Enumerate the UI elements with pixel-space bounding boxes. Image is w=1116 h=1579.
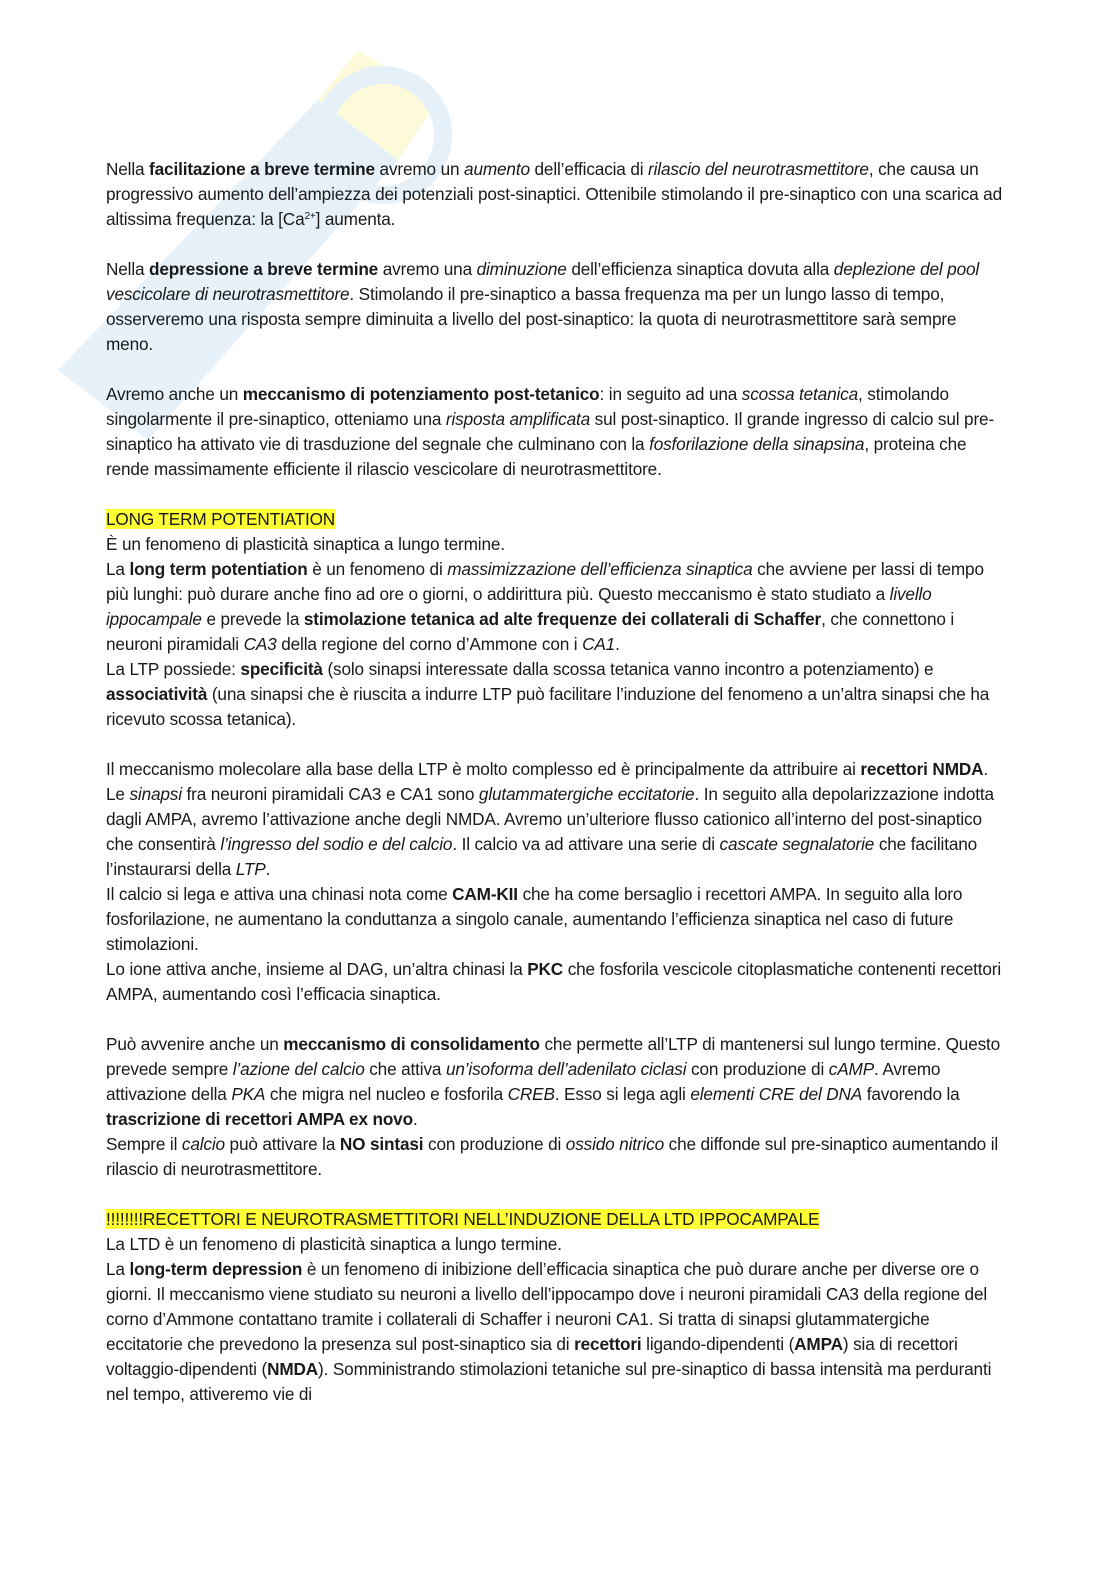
ltp-camkii [106,882,1006,957]
text-run: La [106,1259,130,1279]
text-run: , che connettono i neuroni piramidali [106,609,955,654]
paragraph-post-tetanic-potentiation [106,382,1006,482]
text-run: sul post-sinaptico. Il grande ingresso di calcio sul pre-sinaptico ha attivato vie di trasduzione del segnale che culminano con la [106,409,995,454]
text-run: fosforilazione della sinapsina [649,434,865,454]
text-run: PKA [231,1084,266,1104]
text-run: !!!!!!!!RECETTORI E NEUROTRASMETTITORI NELL’INDUZIONE DELLA LTD IPPOCAMPALE [106,1209,820,1229]
text-run: (solo sinapsi interessate dalla scossa tetanica vanno incontro a potenziamento) e [322,659,934,679]
text-run: long-term depression [129,1259,303,1279]
text-run: , stimolando singolarmente il pre-sinaptico, otteniamo una [106,384,949,429]
text-run: e prevede la [201,609,304,629]
text-run: Il meccanismo molecolare alla base della LTP è molto complesso ed è principalmente da attribuire ai [106,759,861,779]
text-run: La LTP possiede: [106,659,241,679]
text-run: meccanismo di potenziamento post-tetanico [242,384,600,404]
text-run: calcio [181,1134,225,1154]
text-run: 2+ [304,211,316,222]
text-run: risposta amplificata [445,409,591,429]
text-run: facilitazione a breve termine [149,159,375,179]
text-run: che attiva [364,1059,446,1079]
text-run: che avviene per lassi di tempo più lunghi: può durare anche fino ad ore o giorni, o addirittura più. Questo meccanismo è stato studiato a [106,559,984,604]
text-run: , che causa un progressivo aumento dell’ampiezza dei potenziali post-sinaptici. Ottenibile stimolando il pre-sinaptico con una scarica ad altissima frequenza: la [Ca [106,159,1002,229]
text-run: NMDA [267,1359,319,1379]
text-run: della regione del corno d’Ammone con i [276,634,583,654]
text-run: deplezione del pool vescicolare di neurotrasmettitore [106,259,980,304]
text-run: CAM-KII [452,884,518,904]
text-run: livello ippocampale [106,584,932,629]
text-run: un’isoforma dell’adenilato ciclasi [445,1059,687,1079]
ltd-definition [106,1257,1006,1407]
text-run: , proteina che rende massimamente efficiente il rilascio vescicolare di neurotrasmettitore. [106,434,967,479]
text-run: può attivare la [224,1134,340,1154]
text-run: rilascio del neurotrasmettitore [648,159,869,179]
text-run: CREB [507,1084,555,1104]
ltp-consolidation [106,1032,1006,1132]
text-run: Può avvenire anche un [106,1034,284,1054]
text-run: l’ingresso del sodio e del calcio [220,834,453,854]
text-run: con produzione di [686,1059,829,1079]
text-run: Il calcio si lega e attiva una chinasi nota come [106,884,453,904]
text-run: . Il calcio va ad attivare una serie di [452,834,720,854]
text-run: associatività [106,684,208,704]
text-run: . Le [106,759,989,804]
text-run: che fosforila vescicole citoplasmatiche contenenti recettori AMPA, aumentando così l’efficacia sinaptica. [106,959,1002,1004]
text-run: aumento [464,159,530,179]
text-run: fra neuroni piramidali CA3 e CA1 sono [181,784,479,804]
text-run: ligando-dipendenti ( [641,1334,795,1354]
text-run: con produzione di [423,1134,566,1154]
text-run: . [615,634,620,654]
text-run: ). Somministrando stimolazioni tetaniche sul pre-sinaptico di bassa intensità ma perduranti nel tempo, attiveremo vie di [106,1359,992,1404]
text-run: diminuzione [476,259,567,279]
text-run: . [412,1109,418,1129]
text-run: che permette all’LTP di mantenersi sul lungo termine. Questo prevede sempre [106,1034,1001,1079]
text-run: Sempre il [106,1134,182,1154]
text-run: è un fenomeno di inibizione dell’efficacia sinaptica che può durare anche per diverse ore o giorni. Il meccanismo viene studiato su neuroni a livello dell’ippocampo dove i neuroni piramidali CA3 della regione del corno d’Ammone contattano tramite i collaterali di Schaffer i neuroni CA1. Si tratta di sinapsi glutammatergiche eccitatorie che prevedono la presenza sul post-sinaptico sia di [106,1259,988,1354]
text-run: LONG TERM POTENTIATION [106,509,336,529]
text-run: favorendo la [862,1084,960,1104]
text-run: stimolazione tetanica ad alte frequenze dei collaterali di Schaffer [303,609,822,629]
ltp-properties [106,657,1006,732]
text-run: ossido nitrico [565,1134,665,1154]
ltp-heading [106,507,1006,532]
text-run: che facilitano l’instaurarsi della [106,834,978,879]
text-run: specificità [240,659,323,679]
text-run: dell’efficienza sinaptica dovuta alla [566,259,834,279]
text-run: NO sintasi [339,1134,424,1154]
paragraph-short-term-depression [106,257,1006,357]
text-run: CA1 [582,634,616,654]
text-run: cAMP [828,1059,875,1079]
text-run: recettori [574,1334,642,1354]
text-run: depressione a breve termine [149,259,379,279]
text-run: massimizzazione dell’efficienza sinaptica [447,559,753,579]
text-run: ] aumenta. [315,209,396,229]
text-run: cascate segnalatorie [719,834,875,854]
text-run: . Esso si lega agli [554,1084,691,1104]
text-run: PKC [527,959,564,979]
text-run: sinapsi [129,784,182,804]
text-run: ) sia di recettori voltaggio-dipendenti ( [106,1334,958,1379]
text-run: La [106,559,130,579]
text-run: dell’efficacia di [529,159,649,179]
text-run: (una sinapsi che è riuscita a indurre LTP può facilitare l’induzione del fenomeno a un’altra sinapsi che ha ricevuto scossa tetanica). [106,684,990,729]
text-run: scossa tetanica [741,384,859,404]
text-run: avremo un [374,159,465,179]
text-run: . In seguito alla depolarizzazione indotta dagli AMPA, avremo l’attivazione anche degli NMDA. Avremo un’ulteriore flusso cationico all’interno del post-sinaptico che consentirà [106,784,994,854]
text-run: LTP [235,859,266,879]
ltp-no-synthase [106,1132,1006,1182]
text-run: Avremo anche un [106,384,243,404]
document-page [106,157,1006,1407]
text-run: : in seguito ad una [599,384,742,404]
text-run: l’azione del calcio [232,1059,365,1079]
text-run: long term potentiation [129,559,308,579]
text-run: trascrizione di recettori AMPA ex novo [106,1109,413,1129]
ltp-definition [106,557,1006,657]
text-run: Nella [106,159,150,179]
text-run: glutammatergiche eccitatorie [478,784,695,804]
ltd-intro: La LTD è un fenomeno di plasticità sinaptica a lungo termine. [106,1234,562,1254]
text-run: elementi CRE del DNA [690,1084,863,1104]
text-run: . Stimolando il pre-sinaptico a bassa frequenza ma per un lungo lasso di tempo, osserveremo una risposta sempre diminuita a livello del post-sinaptico: la quota di neurotrasmettitore sarà sempre meno. [106,284,957,354]
text-run: che ha come bersaglio i recettori AMPA. In seguito alla loro fosforilazione, ne aumentano la conduttanza a singolo canale, aumentando l’efficienza sinaptica nel caso di future stimolazioni. [106,884,963,954]
text-run: meccanismo di consolidamento [283,1034,540,1054]
ltp-pkc [106,957,1006,1007]
text-run: recettori NMDA [860,759,984,779]
text-run: CA3 [243,634,277,654]
paragraph-short-term-facilitation [106,157,1006,232]
ltd-heading [106,1207,1006,1232]
text-run: Lo ione attiva anche, insieme al DAG, un’altra chinasi la [106,959,528,979]
text-run: . Avremo attivazione della [106,1059,941,1104]
text-run: che migra nel nucleo e fosforila [265,1084,508,1104]
text-run: AMPA [794,1334,843,1354]
text-run: che diffonde sul pre-sinaptico aumentando il rilascio di neurotrasmettitore. [106,1134,999,1179]
text-run: . [265,859,271,879]
text-run: Nella [106,259,150,279]
text-run: avremo una [378,259,477,279]
ltp-intro: È un fenomeno di plasticità sinaptica a lungo termine. [106,534,505,554]
ltp-molecular-mechanism [106,757,1006,882]
text-run: è un fenomeno di [307,559,448,579]
